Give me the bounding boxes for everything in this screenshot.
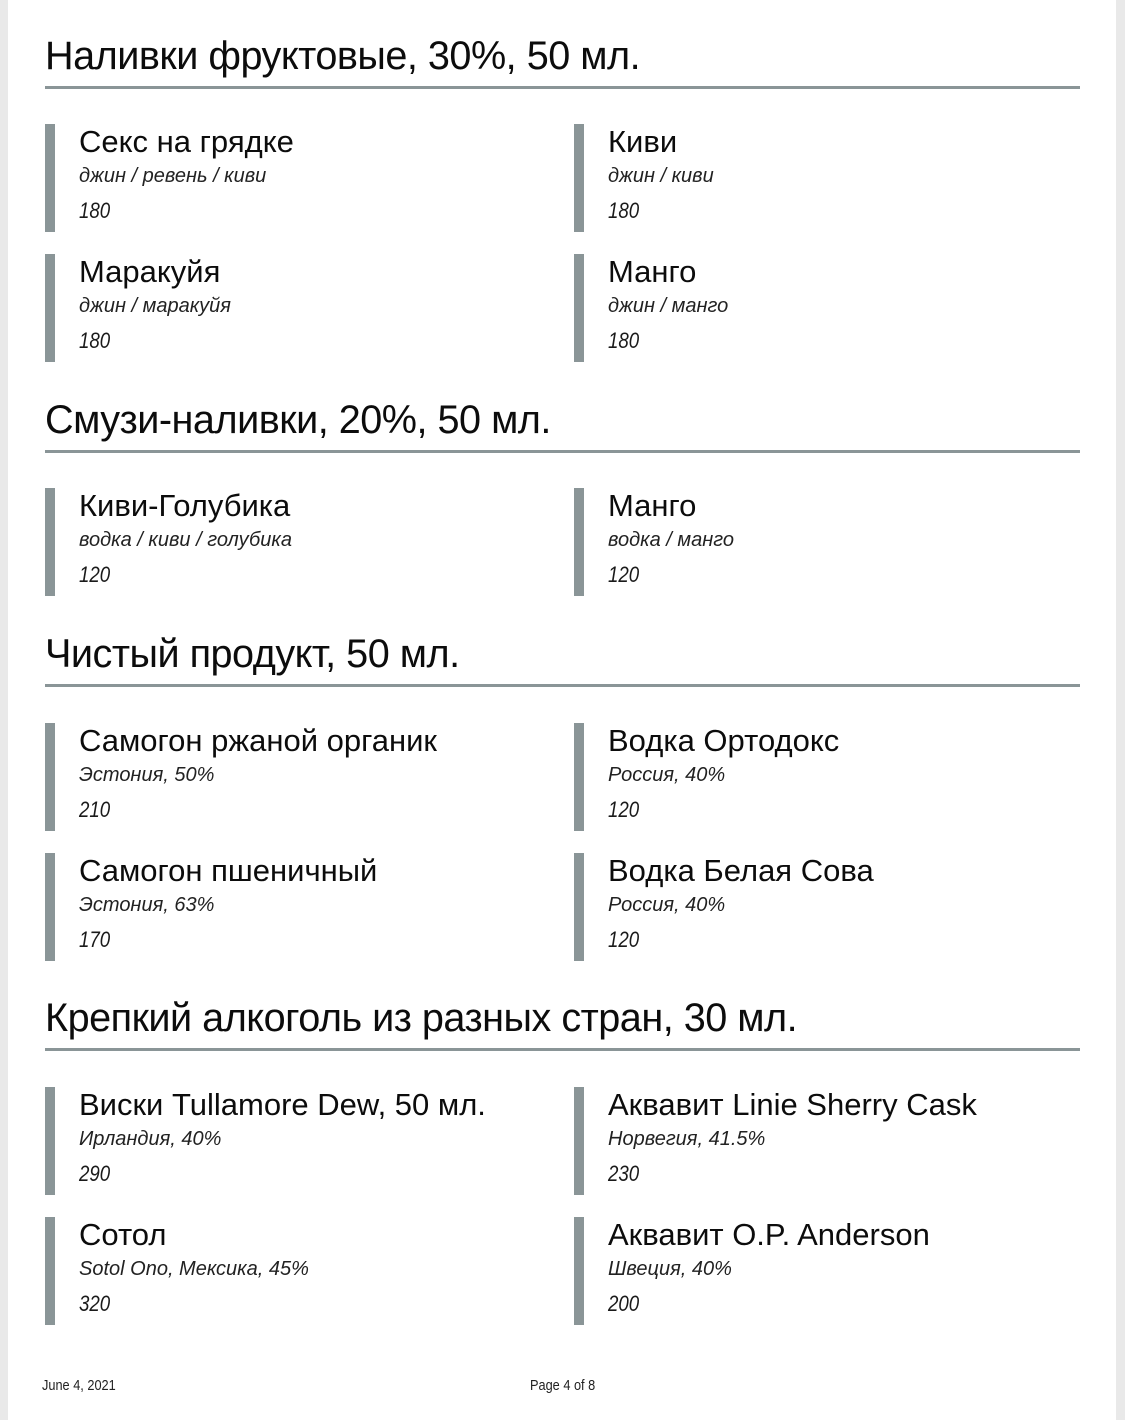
item-price: 120	[608, 797, 640, 822]
section-title: Смузи-наливки, 20%, 50 мл.	[45, 398, 551, 442]
item-name: Киви	[608, 124, 678, 159]
item-description: Норвегия, 41.5%	[608, 1128, 766, 1150]
item-description: Швеция, 40%	[608, 1258, 732, 1280]
item-description: Россия, 40%	[608, 764, 726, 786]
section-fruit-liqueurs	[45, 32, 1080, 89]
item-description: водка / киви / голубика	[79, 529, 292, 551]
item-description: Ирландия, 40%	[79, 1128, 222, 1150]
item-price: 120	[608, 562, 640, 587]
menu-item	[574, 1217, 1054, 1325]
item-description: джин / манго	[608, 295, 729, 317]
item-name: Самогон пшеничный	[79, 853, 378, 888]
item-price: 290	[79, 1161, 111, 1186]
section-title: Наливки фруктовые, 30%, 50 мл.	[45, 34, 641, 78]
menu-item	[45, 254, 525, 362]
menu-item	[574, 853, 1054, 961]
item-name: Аквавит Linie Sherry Cask	[608, 1087, 977, 1122]
item-name: Маракуйя	[79, 254, 221, 289]
section-pure-product	[45, 630, 1080, 687]
item-price: 170	[79, 927, 111, 952]
item-name: Киви-Голубика	[79, 488, 291, 523]
item-price: 180	[79, 198, 111, 223]
section-title: Чистый продукт, 50 мл.	[45, 632, 460, 676]
item-description: Россия, 40%	[608, 894, 726, 916]
item-name: Виски Tullamore Dew, 50 мл.	[79, 1087, 486, 1122]
item-name: Секс на грядке	[79, 124, 294, 159]
menu-item	[574, 254, 1054, 362]
footer-date: June 4, 2021	[42, 1377, 116, 1394]
item-description: джин / маракуйя	[79, 295, 231, 317]
menu-item	[45, 853, 525, 961]
item-name: Самогон ржаной органик	[79, 723, 437, 758]
item-description: водка / манго	[608, 529, 735, 551]
menu-item	[45, 723, 525, 831]
section-title: Крепкий алкоголь из разных стран, 30 мл.	[45, 996, 798, 1040]
menu-item	[574, 488, 1054, 596]
footer-page-number: Page 4 of 8	[530, 1377, 596, 1394]
menu-page	[8, 0, 1116, 1420]
menu-item	[574, 1087, 1054, 1195]
menu-item	[45, 1217, 525, 1325]
item-price: 200	[608, 1291, 640, 1316]
section-strong-alcohol	[45, 994, 1080, 1051]
item-price: 210	[79, 797, 111, 822]
menu-item	[45, 488, 525, 596]
section-divider	[45, 684, 1080, 687]
item-price: 180	[608, 328, 640, 353]
item-description: Эстония, 63%	[79, 894, 215, 916]
item-description: джин / киви	[608, 165, 714, 187]
item-description: Sotol Ono, Мексика, 45%	[79, 1258, 309, 1280]
item-name: Сотол	[79, 1217, 167, 1252]
item-price: 320	[79, 1291, 111, 1316]
item-price: 230	[608, 1161, 640, 1186]
item-name: Манго	[608, 254, 697, 289]
item-description: Эстония, 50%	[79, 764, 215, 786]
menu-item	[45, 1087, 525, 1195]
item-name: Водка Белая Сова	[608, 853, 874, 888]
item-price: 180	[608, 198, 640, 223]
item-description: джин / ревень / киви	[79, 165, 267, 187]
section-divider	[45, 86, 1080, 89]
menu-item	[574, 723, 1054, 831]
item-price: 180	[79, 328, 111, 353]
section-smoothie-liqueurs	[45, 396, 1080, 453]
menu-item	[574, 124, 1054, 232]
item-name: Манго	[608, 488, 697, 523]
item-name: Аквавит O.P. Anderson	[608, 1217, 930, 1252]
item-name: Водка Ортодокс	[608, 723, 840, 758]
item-price: 120	[79, 562, 111, 587]
item-price: 120	[608, 927, 640, 952]
section-divider	[45, 450, 1080, 453]
menu-item	[45, 124, 525, 232]
section-divider	[45, 1048, 1080, 1051]
